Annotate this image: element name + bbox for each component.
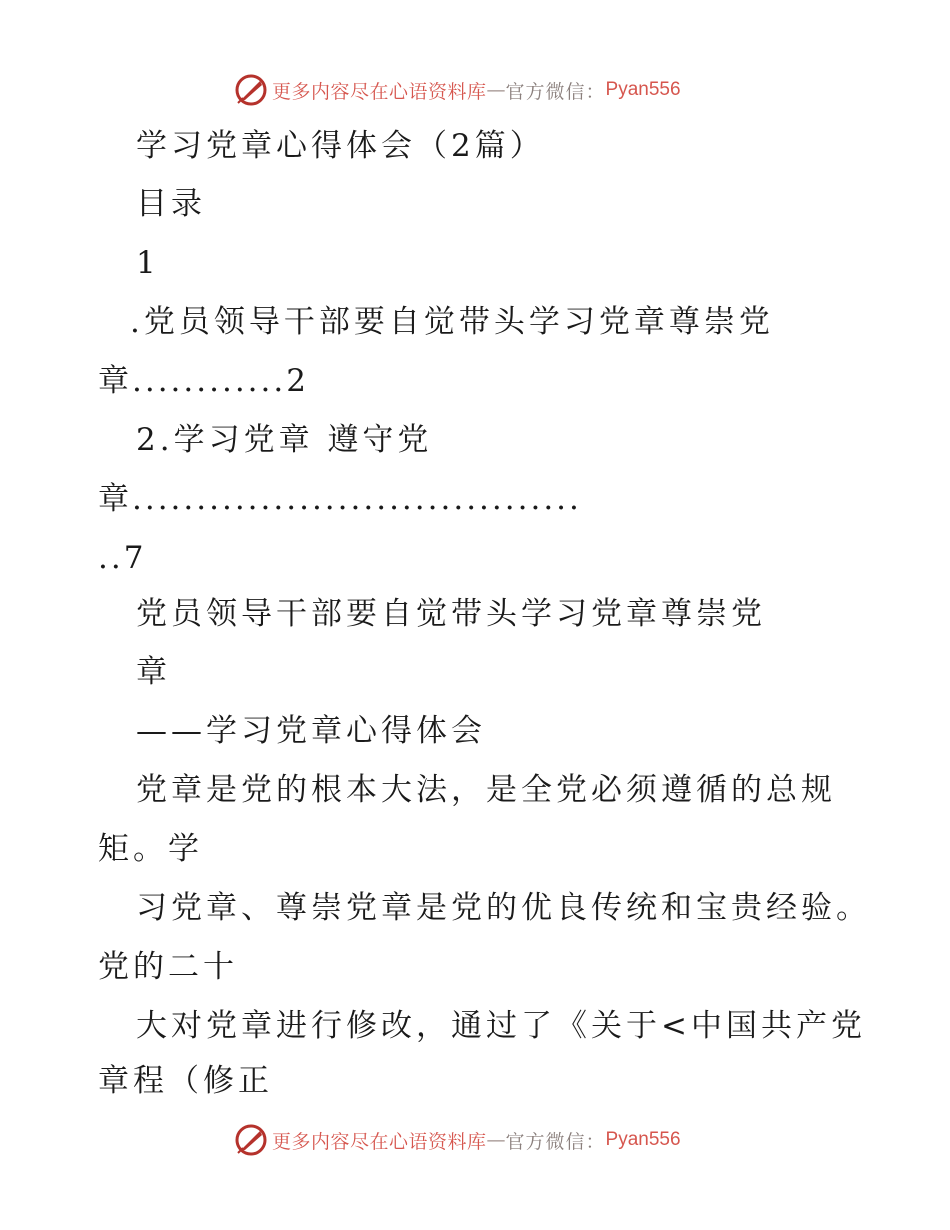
- watermark-dash: —: [486, 79, 506, 101]
- paragraph-line: 党章是党的根本大法，是全党必须遵循的总规: [136, 772, 836, 808]
- watermark-wechat-label: 官方微信：: [505, 80, 606, 103]
- paragraph-line: 党的二十: [98, 949, 238, 985]
- paragraph-line: 大对党章进行修改，通过了《关于<中国共产党: [136, 1008, 866, 1044]
- document-title: 学习党章心得体会（2篇）: [136, 128, 545, 164]
- toc-entry-2-page: ..7: [98, 540, 147, 576]
- watermark-site-text: 更多内容尽在心语资料库: [272, 80, 487, 103]
- watermark-wechat-id: Pyan556: [605, 1129, 681, 1150]
- paragraph-line: 习党章、尊崇党章是党的优良传统和宝贵经验。: [136, 890, 871, 926]
- watermark-dash: —: [486, 1129, 506, 1151]
- article-title-cont: 章: [136, 654, 171, 690]
- toc-entry-1-title: .党员领导干部要自觉带头学习党章尊崇党: [130, 304, 774, 340]
- article-title: 党员领导干部要自觉带头学习党章尊崇党: [136, 596, 766, 632]
- watermark-banner-top: [234, 72, 681, 108]
- toc-heading: 目录: [136, 186, 206, 222]
- watermark-site-text: 更多内容尽在心语资料库: [272, 1130, 487, 1153]
- watermark-banner-bottom: [234, 1122, 681, 1158]
- toc-entry-2-title: 2.学习党章 遵守党: [136, 422, 433, 458]
- paragraph-line: 矩。学: [98, 831, 203, 867]
- quill-logo-icon: [234, 1123, 268, 1157]
- article-subtitle: ——学习党章心得体会: [136, 713, 486, 749]
- paragraph-line: 章程（修正: [98, 1063, 273, 1099]
- toc-entry-1-leader: 章............2: [98, 363, 309, 399]
- toc-entry-2-leader: 章...................................: [98, 481, 582, 517]
- watermark-wechat-label: 官方微信：: [505, 1130, 606, 1153]
- quill-logo-icon: [234, 73, 268, 107]
- watermark-wechat-id: Pyan556: [605, 79, 681, 100]
- toc-entry-1-number: 1: [136, 245, 160, 281]
